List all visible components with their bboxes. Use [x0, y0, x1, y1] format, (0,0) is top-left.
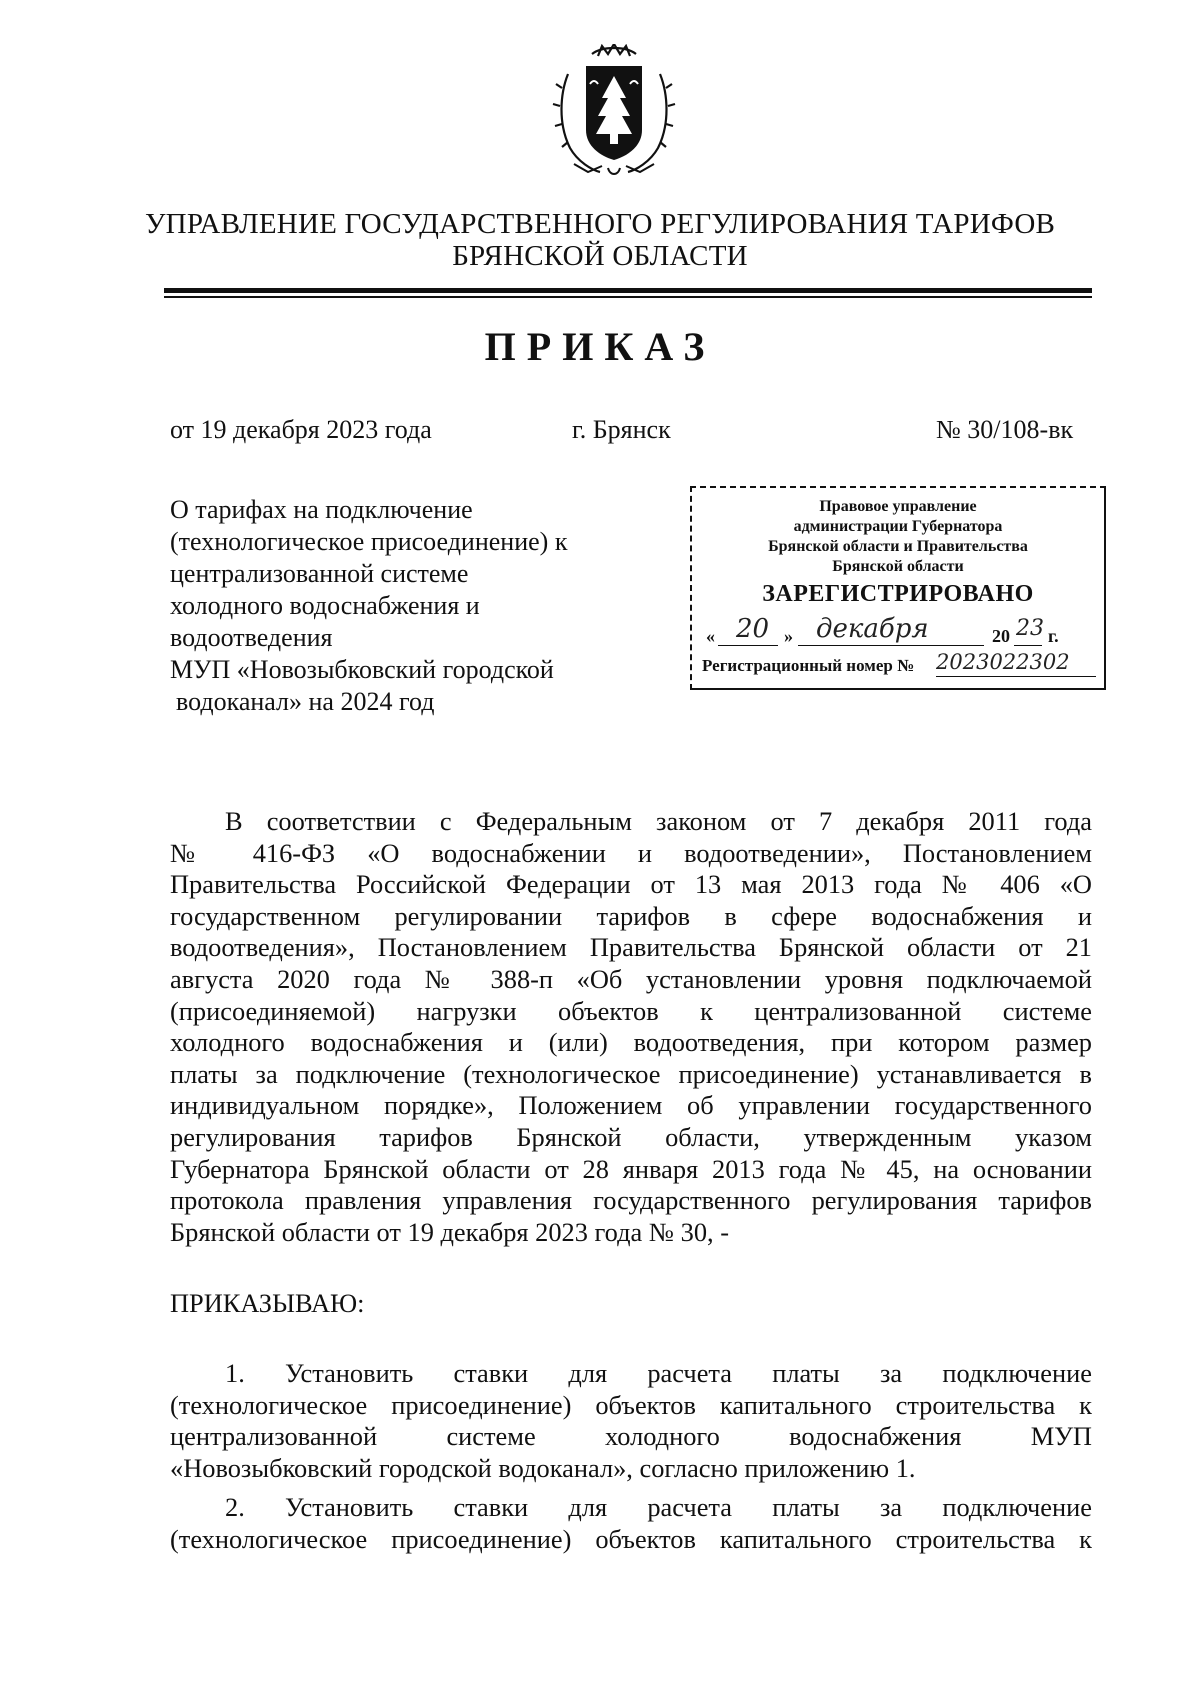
paragraph-line: централизованной системе холодного водоснабжения МУП — [170, 1421, 1092, 1452]
stamp-year-handwritten: 23 — [1016, 616, 1044, 641]
stamp-year-unit: г. — [1048, 626, 1059, 646]
paragraph-line: 1. Установить ставки для расчета платы за подключение — [225, 1358, 1092, 1388]
paragraph-line: государственном регулировании тарифов в сфере водоснабжения и — [170, 900, 1092, 931]
stamp-number-row — [692, 650, 1104, 680]
paragraph-line: регулирования тарифов Брянской области, утвержденным указом — [170, 1121, 1092, 1152]
coat-of-arms-emblem — [552, 44, 676, 180]
paragraph-line: холодного водоснабжения и (или) водоотведения, при котором размер — [170, 1027, 1092, 1058]
subject-line: (технологическое присоединение) к — [170, 527, 568, 556]
subject-line: холодного водоснабжения и — [170, 591, 480, 620]
subject-line: водоканал» на 2024 год — [176, 687, 435, 716]
stamp-reg-number-handwritten: 2023022302 — [936, 650, 1070, 674]
stamp-month-handwritten: декабря — [816, 614, 929, 644]
paragraph-line: Брянской области от 19 декабря 2023 года № 30, - — [170, 1216, 730, 1247]
paragraph-line: августа 2020 года № 388-п «Об установлении уровня подключаемой — [170, 963, 1092, 994]
registration-stamp — [690, 486, 1106, 690]
subject-line: МУП «Новозыбковский городской — [170, 655, 554, 684]
stamp-line: Брянской области и Правительства — [768, 538, 1028, 555]
paragraph-line: (присоединяемой) нагрузки объектов к централизованной системе — [170, 995, 1092, 1026]
stamp-reg-label: Регистрационный номер № — [702, 656, 915, 675]
paragraph-line: индивидуальном порядке», Положением об управлении государственного — [170, 1090, 1092, 1121]
subject-line: водоотведения — [170, 623, 333, 652]
subject-line: О тарифах на подключение — [170, 495, 473, 524]
stamp-line: Правовое управление — [819, 498, 977, 515]
preamble-paragraph — [170, 806, 1092, 1248]
header-divider-thin — [164, 296, 1092, 298]
order-word: ПРИКАЗЫВАЮ: — [170, 1288, 365, 1318]
paragraph-line: Губернатора Брянской области от 28 января 2013 года № 45, на основании — [170, 1153, 1092, 1184]
stamp-year-prefix: 20 — [992, 626, 1010, 646]
paragraph-line: В соответствии с Федеральным законом от 7 декабря 2011 года — [225, 806, 1092, 836]
stamp-line: Брянской области — [832, 558, 964, 575]
paragraph-line: № 416-ФЗ «О водоснабжении и водоотведении», Постановлением — [170, 837, 1092, 868]
order-item-1 — [170, 1358, 1092, 1484]
document-subject — [170, 494, 640, 718]
agency-name-line-1: УПРАВЛЕНИЕ ГОСУДАРСТВЕННОГО РЕГУЛИРОВАНИЯ ТАРИФОВ — [144, 208, 1056, 240]
paragraph-line: Правительства Российской Федерации от 13 мая 2013 года № 406 «О — [170, 869, 1092, 900]
document-number: № 30/108-вк — [936, 415, 1074, 444]
stamp-line: администрации Губернатора — [793, 518, 1003, 535]
agency-name-line-2: БРЯНСКОЙ ОБЛАСТИ — [452, 240, 748, 272]
paragraph-line: платы за подключение (технологическое присоединение) устанавливается в — [170, 1058, 1092, 1089]
paragraph-line: водоотведения», Постановлением Правительства Брянской области от 21 — [170, 932, 1092, 963]
document-date: от 19 декабря 2023 года — [170, 415, 432, 444]
stamp-day-handwritten: 20 — [736, 614, 770, 644]
order-item-2 — [170, 1492, 1092, 1555]
paragraph-line: «Новозыбковский городской водоканал», согласно приложению 1. — [170, 1452, 916, 1483]
document-title: ПРИКАЗ — [484, 324, 716, 369]
paragraph-line: (технологическое присоединение) объектов капитального строительства к — [170, 1389, 1092, 1420]
paragraph-line: 2. Установить ставки для расчета платы за подключение — [225, 1492, 1092, 1522]
stamp-registered-label: ЗАРЕГИСТРИРОВАНО — [762, 581, 1034, 607]
document-city: г. Брянск — [572, 415, 671, 444]
subject-line: централизованной системе — [170, 559, 469, 588]
stamp-date-row: « 20 » декабря 20 23 г. — [706, 614, 1059, 646]
paragraph-line: протокола правления управления государственного регулирования тарифов — [170, 1185, 1092, 1216]
paragraph-line: (технологическое присоединение) объектов капитального строительства к — [170, 1523, 1092, 1554]
header-divider-thick — [164, 288, 1092, 293]
